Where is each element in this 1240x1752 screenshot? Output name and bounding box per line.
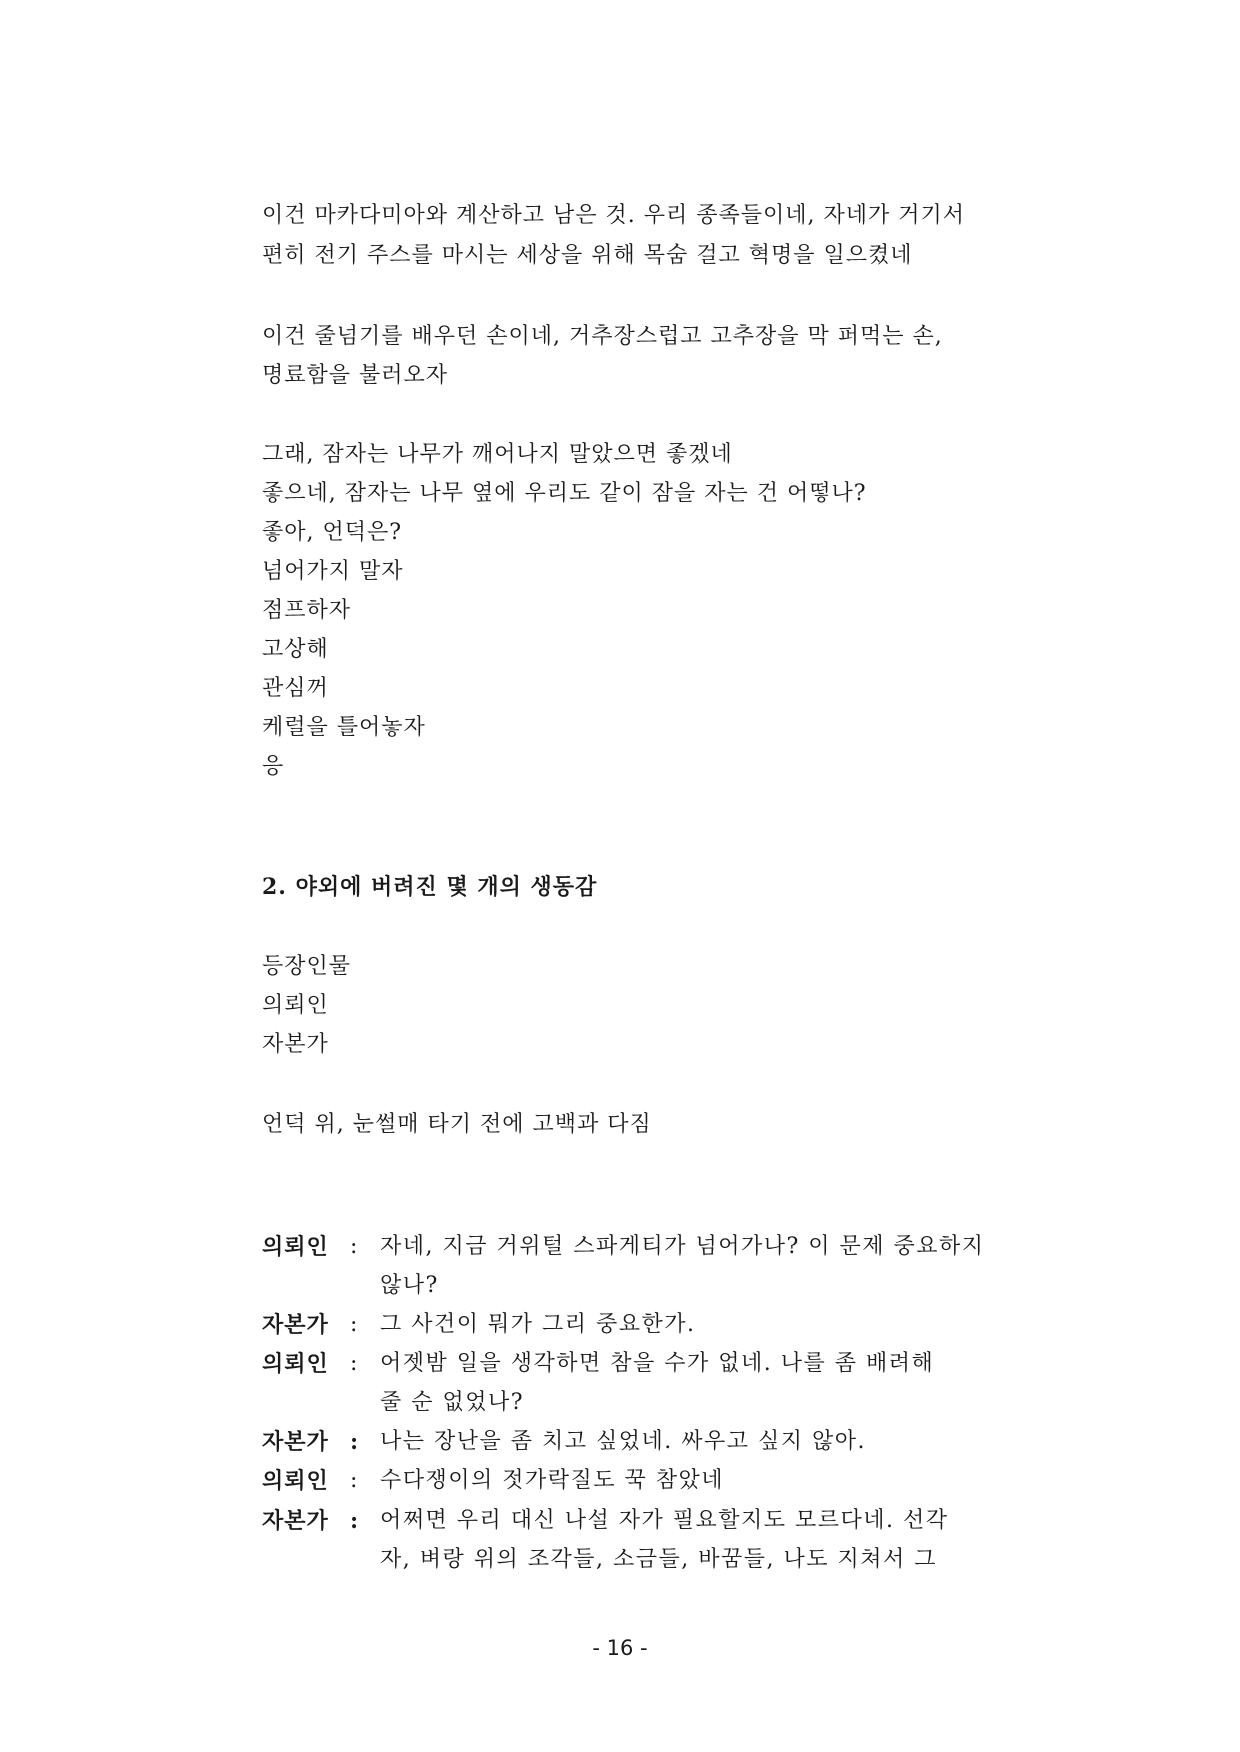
dialogue-line: 나는 장난을 좀 치고 싶었네. 싸우고 싶지 않아. [380,1429,866,1454]
poem-line: 고상해 [262,637,329,662]
poem-line: 점프하자 [262,598,352,623]
dialogue-speaker: 의뢰인 [262,1351,329,1377]
poem-line: 편히 전기 주스를 마시는 세상을 위해 목숨 걸고 혁명을 일으켰네 [262,243,913,268]
poem-line: 좋아, 언덕은? [262,520,403,545]
poem-line: 케럴을 틀어놓자 [262,715,426,740]
poem-line: 넘어가지 말자 [262,559,404,584]
dialogue-line: 수다쟁이의 젓가락질도 꾹 참았네 [380,1468,725,1493]
poem-line: 응 [262,754,285,779]
section-title: 2. 야외에 버려진 몇 개의 생동감 [262,874,598,900]
dialogue-colon: : [350,1351,358,1376]
poem-line: 관심꺼 [262,676,329,701]
cast-member: 자본가 [262,1032,329,1057]
dialogue-line: 어젯밤 일을 생각하면 참을 수가 없네. 나를 좀 배려해 [380,1351,935,1376]
dialogue-colon: : [350,1429,359,1455]
dialogue-speaker: 자본가 [262,1508,329,1534]
dialogue-line: 자네, 지금 거위털 스파게티가 넘어가나? 이 문제 중요하지 [380,1234,985,1259]
scene-description: 언덕 위, 눈썰매 타기 전에 고백과 다짐 [262,1112,652,1137]
dialogue-line: 그 사건이 뭐가 그리 중요한가. [380,1312,696,1337]
dialogue-line: 줄 순 없었나? [380,1390,525,1415]
cast-label: 등장인물 [262,954,352,979]
dialogue-colon: : [350,1312,358,1337]
dialogue-colon: : [350,1508,359,1534]
dialogue-speaker: 의뢰인 [262,1234,329,1260]
dialogue-speaker: 의뢰인 [262,1468,329,1494]
poem-line: 그래, 잠자는 나무가 깨어나지 말았으면 좋겠네 [262,442,733,467]
dialogue-speaker: 자본가 [262,1312,329,1338]
page-number: - 16 - [592,1636,648,1660]
dialogue-speaker: 자본가 [262,1429,329,1455]
poem-line: 이건 줄넘기를 배우던 손이네, 거추장스럽고 고추장을 막 퍼먹는 손, [262,324,943,349]
dialogue-line: 어쩌면 우리 대신 나설 자가 필요할지도 모르다네. 선각 [380,1508,949,1533]
poem-line: 이건 마카다미아와 계산하고 남은 것. 우리 종족들이네, 자네가 거기서 [262,203,965,228]
cast-member: 의뢰인 [262,993,329,1018]
poem-line: 좋으네, 잠자는 나무 옆에 우리도 같이 잠을 자는 건 어떻나? [262,481,867,506]
dialogue-colon: : [350,1234,358,1259]
dialogue-colon: : [350,1468,358,1493]
dialogue-line: 않나? [380,1273,439,1298]
dialogue-line: 자, 벼랑 위의 조각들, 소금들, 바꿈들, 나도 지쳐서 그 [380,1547,937,1572]
poem-line: 명료함을 불러오자 [262,363,449,388]
